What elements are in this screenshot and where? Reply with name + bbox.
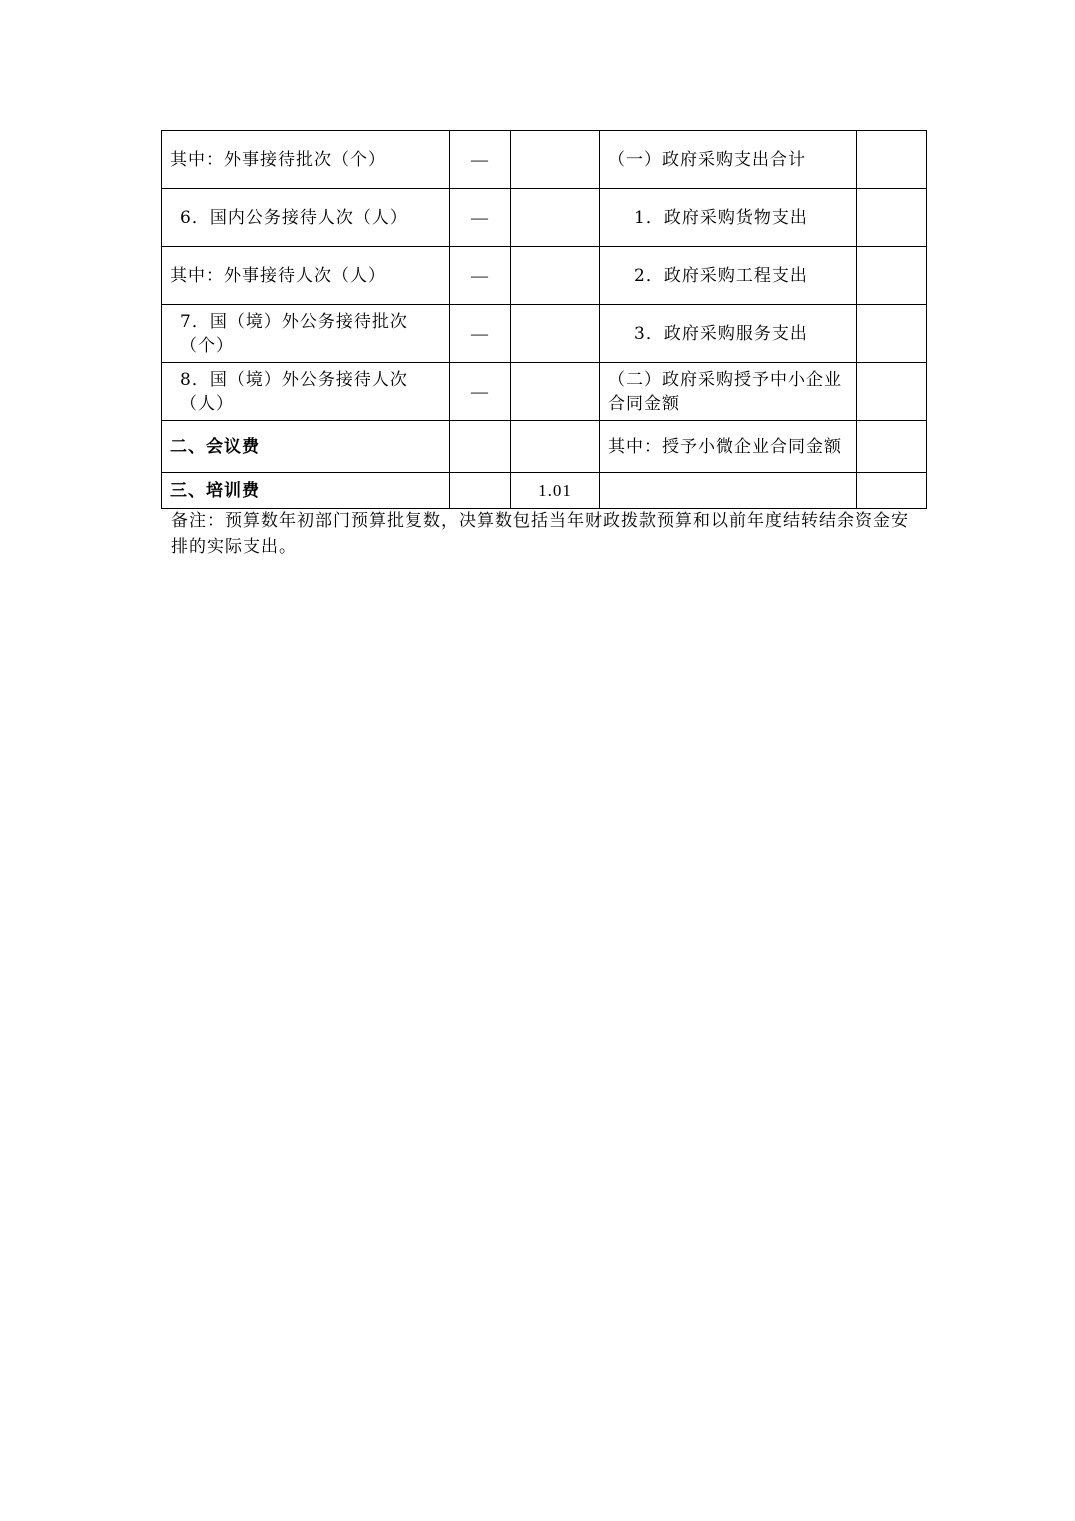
actual-cell: [511, 247, 600, 305]
table-row: [162, 363, 927, 421]
procurement-label: [600, 473, 857, 509]
row-label: 8．国（境）外公务接待人次（人）: [162, 363, 450, 421]
procurement-label: 1．政府采购货物支出: [600, 189, 857, 247]
budget-cell: —: [450, 247, 511, 305]
actual-cell: 1.01: [511, 473, 600, 509]
actual-cell: [511, 131, 600, 189]
row-label: 三、培训费: [162, 473, 450, 509]
procurement-label: （一）政府采购支出合计: [600, 131, 857, 189]
procurement-label: 2．政府采购工程支出: [600, 247, 857, 305]
table-row: [162, 189, 927, 247]
procurement-value: [857, 473, 927, 509]
expenditure-table: [161, 130, 927, 509]
procurement-value: [857, 247, 927, 305]
table-row: [162, 473, 927, 509]
procurement-value: [857, 305, 927, 363]
budget-cell: —: [450, 363, 511, 421]
procurement-value: [857, 189, 927, 247]
row-label: 其中：外事接待批次（个）: [162, 131, 450, 189]
procurement-label: 其中：授予小微企业合同金额: [600, 421, 857, 473]
actual-cell: [511, 421, 600, 473]
row-label: 二、会议费: [162, 421, 450, 473]
actual-cell: [511, 189, 600, 247]
budget-cell: [450, 421, 511, 473]
budget-cell: —: [450, 305, 511, 363]
procurement-value: [857, 421, 927, 473]
row-label: 7．国（境）外公务接待批次（个）: [162, 305, 450, 363]
procurement-value: [857, 363, 927, 421]
budget-cell: [450, 473, 511, 509]
budget-cell: —: [450, 131, 511, 189]
table-footnote: 备注：预算数年初部门预算批复数，决算数包括当年财政拨款预算和以前年度结转结余资金安排的实际支出。: [171, 511, 909, 557]
table-row: [162, 247, 927, 305]
row-label: 6．国内公务接待人次（人）: [162, 189, 450, 247]
procurement-label: （二）政府采购授予中小企业合同金额: [600, 363, 857, 421]
table-row: [162, 305, 927, 363]
actual-cell: [511, 363, 600, 421]
budget-cell: —: [450, 189, 511, 247]
row-label: 其中：外事接待人次（人）: [162, 247, 450, 305]
procurement-value: [857, 131, 927, 189]
actual-cell: [511, 305, 600, 363]
table-row: [162, 421, 927, 473]
procurement-label: 3．政府采购服务支出: [600, 305, 857, 363]
table-row: [162, 131, 927, 189]
